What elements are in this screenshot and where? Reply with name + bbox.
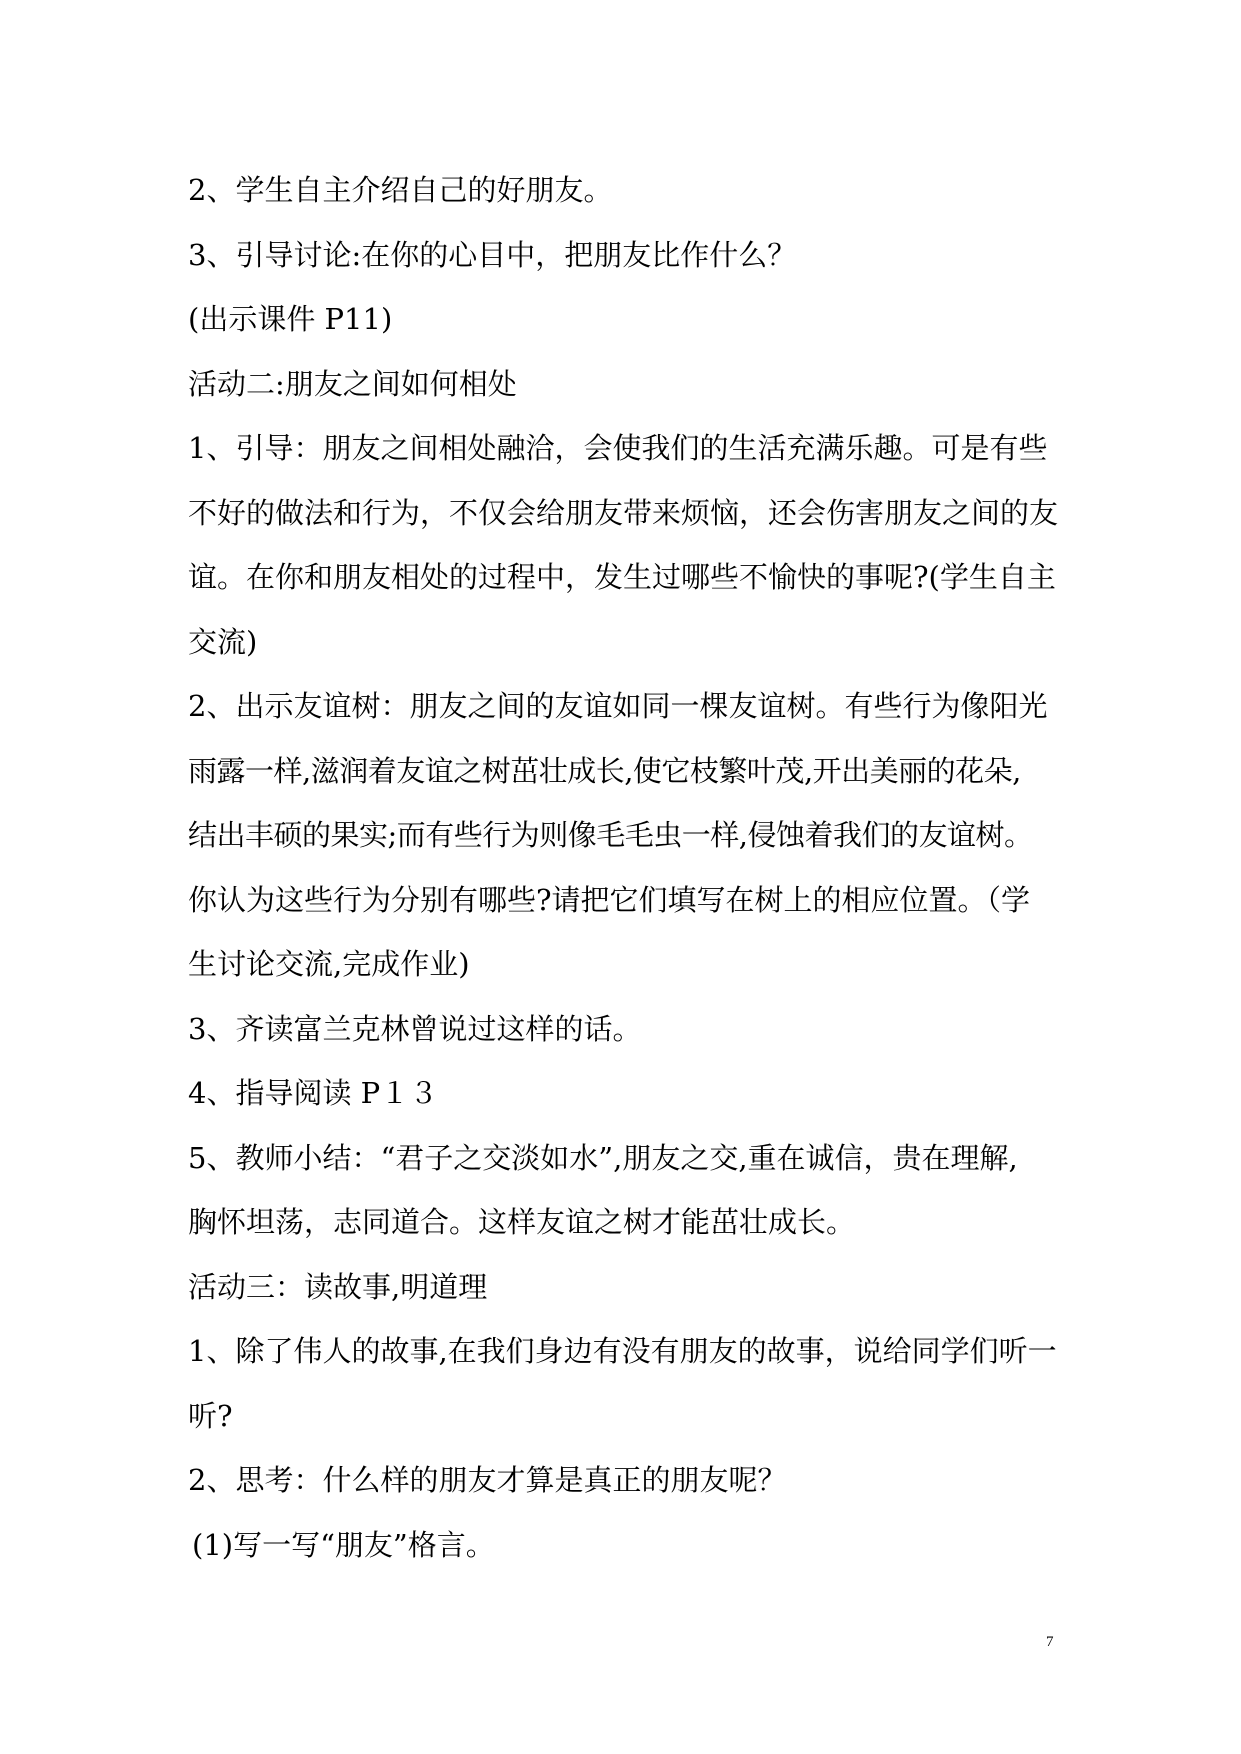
paragraph-line: 2、出示友谊树：朋友之间的友谊如同一棵友谊树。有些行为像阳光 (188, 689, 1048, 723)
paragraph-line: 2、学生自主介绍自己的好朋友。 (188, 173, 613, 207)
paragraph-line: 生讨论交流,完成作业) (188, 947, 470, 981)
paragraph-line: 你认为这些行为分别有哪些?请把它们填写在树上的相应位置。（学 (188, 882, 1031, 917)
paragraph-line: (出示课件 P11) (188, 302, 393, 336)
paragraph-line: 胸怀坦荡，志同道合。这样友谊之树才能茁壮成长。 (188, 1205, 856, 1239)
paragraph-line: 听? (188, 1398, 233, 1433)
paragraph-line: 3、引导讨论:在你的心目中，把朋友比作什么？ (188, 237, 797, 272)
paragraph-line: 1、引导：朋友之间相处融洽，会使我们的生活充满乐趣。可是有些 (188, 431, 1048, 465)
paragraph-line: 不好的做法和行为，不仅会给朋友带来烦恼，还会伤害朋友之间的友 (188, 495, 1059, 530)
page-number: 7 (1046, 1634, 1054, 1650)
paragraph-line: 结出丰硕的果实;而有些行为则像毛毛虫一样,侵蚀着我们的友谊树。 (188, 818, 1033, 852)
paragraph-line: 3、齐读富兰克林曾说过这样的话。 (188, 1011, 642, 1046)
paragraph-line: 1、除了伟人的故事,在我们身边有没有朋友的故事，说给同学们听一 (188, 1334, 1057, 1368)
paragraph-line: (1)写一写“朋友”格言。 (192, 1527, 495, 1562)
section-heading: 活动三：读故事,明道理 (188, 1269, 488, 1304)
page-body (188, 158, 1068, 1577)
paragraph-line: 雨露一样,滋润着友谊之树茁壮成长,使它枝繁叶茂,开出美丽的花朵, (188, 753, 1021, 788)
paragraph-line: 交流) (188, 624, 258, 659)
paragraph-line: 2、思考：什么样的朋友才算是真正的朋友呢？ (188, 1463, 787, 1497)
paragraph-line: 4、指导阅读 P１３ (188, 1076, 439, 1110)
paragraph-line: 谊。在你和朋友相处的过程中，发生过哪些不愉快的事呢?(学生自主 (188, 560, 1056, 594)
paragraph-line: 5、教师小结：“君子之交淡如水”,朋友之交,重在诚信，贵在理解, (188, 1140, 1018, 1175)
section-heading: 活动二:朋友之间如何相处 (188, 366, 517, 401)
